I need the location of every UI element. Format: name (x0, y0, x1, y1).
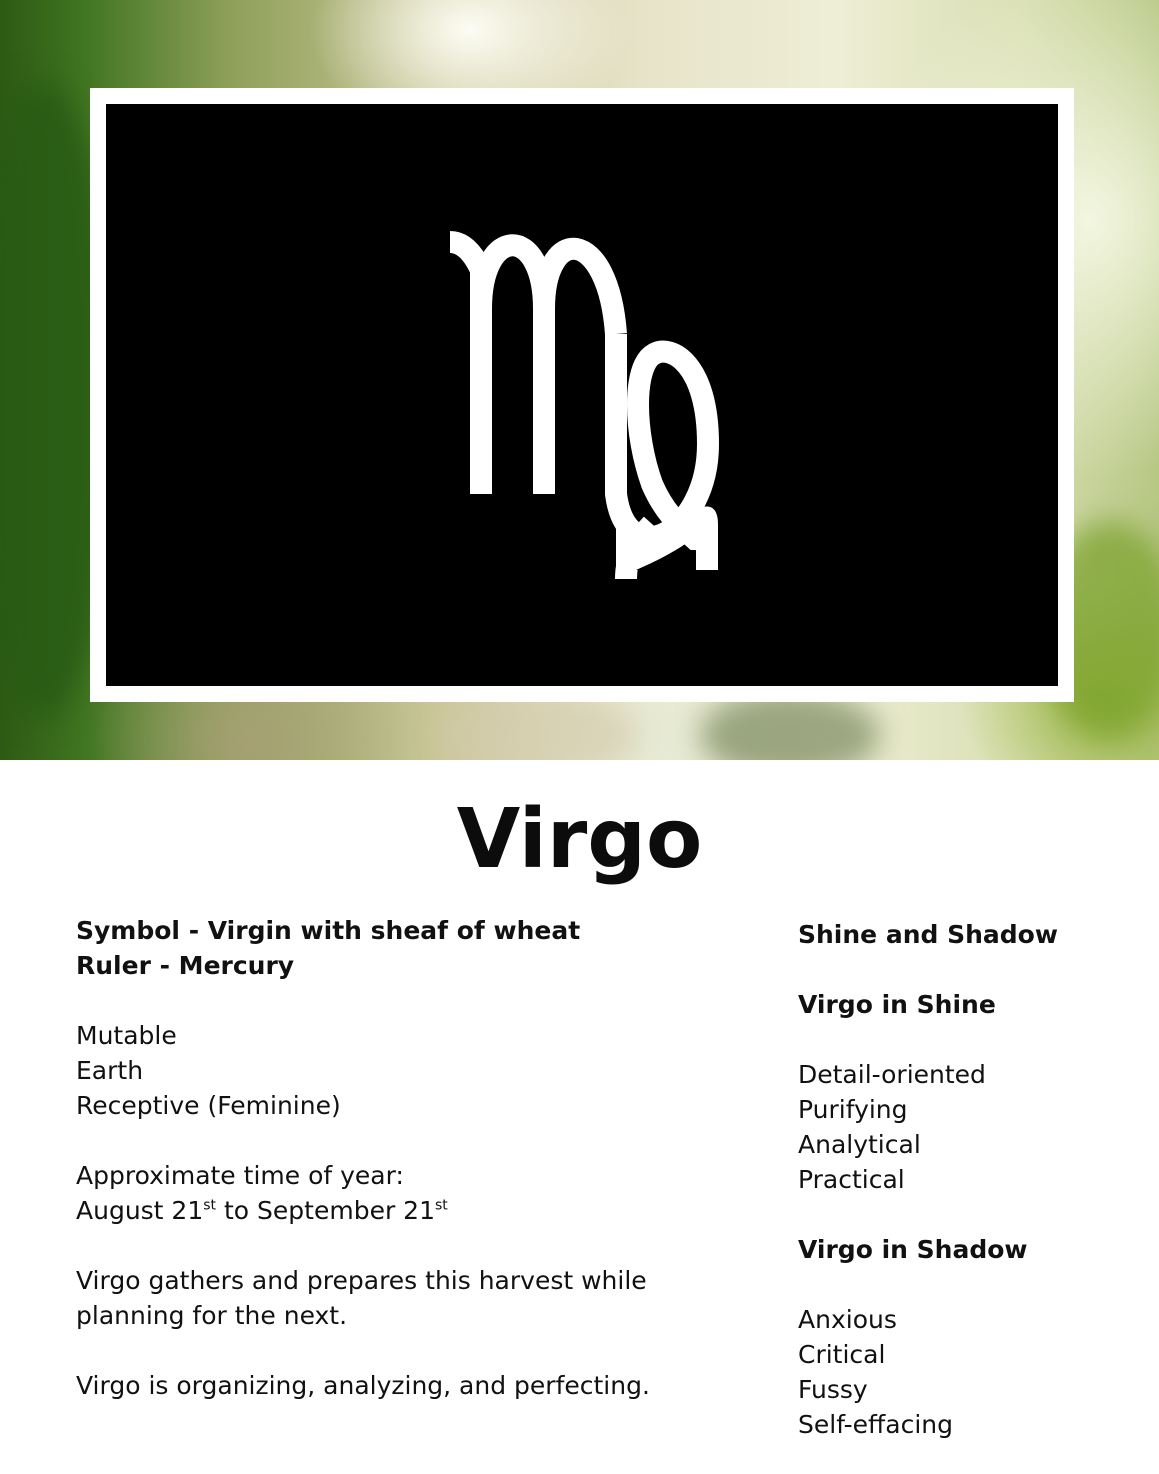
ruler-line: Ruler - Mercury (76, 951, 295, 980)
description-paragraph-1: Virgo gathers and prepares this harvest while (76, 1266, 647, 1295)
shine-trait: Analytical (798, 1130, 921, 1159)
shadow-trait: Critical (798, 1340, 886, 1369)
shine-and-shadow (798, 917, 1128, 1442)
shadow-trait: Anxious (798, 1305, 897, 1334)
shine-trait: Detail-oriented (798, 1060, 986, 1089)
symbol-card (106, 104, 1058, 686)
virgo-glyph-icon (106, 104, 1058, 686)
shadow-trait: Fussy (798, 1375, 868, 1404)
shine-shadow-heading: Shine and Shadow (798, 920, 1058, 949)
date-range (76, 1193, 716, 1228)
time-of-year-label: Approximate time of year: (76, 1161, 404, 1190)
symbol-frame (90, 88, 1074, 702)
date-end: to September 21 (216, 1196, 435, 1225)
page-title: Virgo (456, 792, 703, 887)
shine-trait: Purifying (798, 1095, 908, 1124)
shine-trait: Practical (798, 1165, 905, 1194)
modality: Mutable (76, 1021, 177, 1050)
polarity: Receptive (Feminine) (76, 1091, 341, 1120)
description-paragraph-2: Virgo is organizing, analyzing, and perfecting. (76, 1371, 650, 1400)
date-end-suffix: st (434, 1197, 448, 1214)
date-start-suffix: st (203, 1197, 217, 1214)
description-paragraph-1-cont: planning for the next. (76, 1301, 348, 1330)
shadow-heading: Virgo in Shadow (798, 1235, 1028, 1264)
element: Earth (76, 1056, 144, 1085)
date-start: August 21 (76, 1196, 204, 1225)
shadow-trait: Self-effacing (798, 1410, 953, 1439)
symbol-line: Symbol - Virgin with sheaf of wheat (76, 916, 581, 945)
shine-heading: Virgo in Shine (798, 990, 996, 1019)
sign-details (76, 913, 716, 1403)
